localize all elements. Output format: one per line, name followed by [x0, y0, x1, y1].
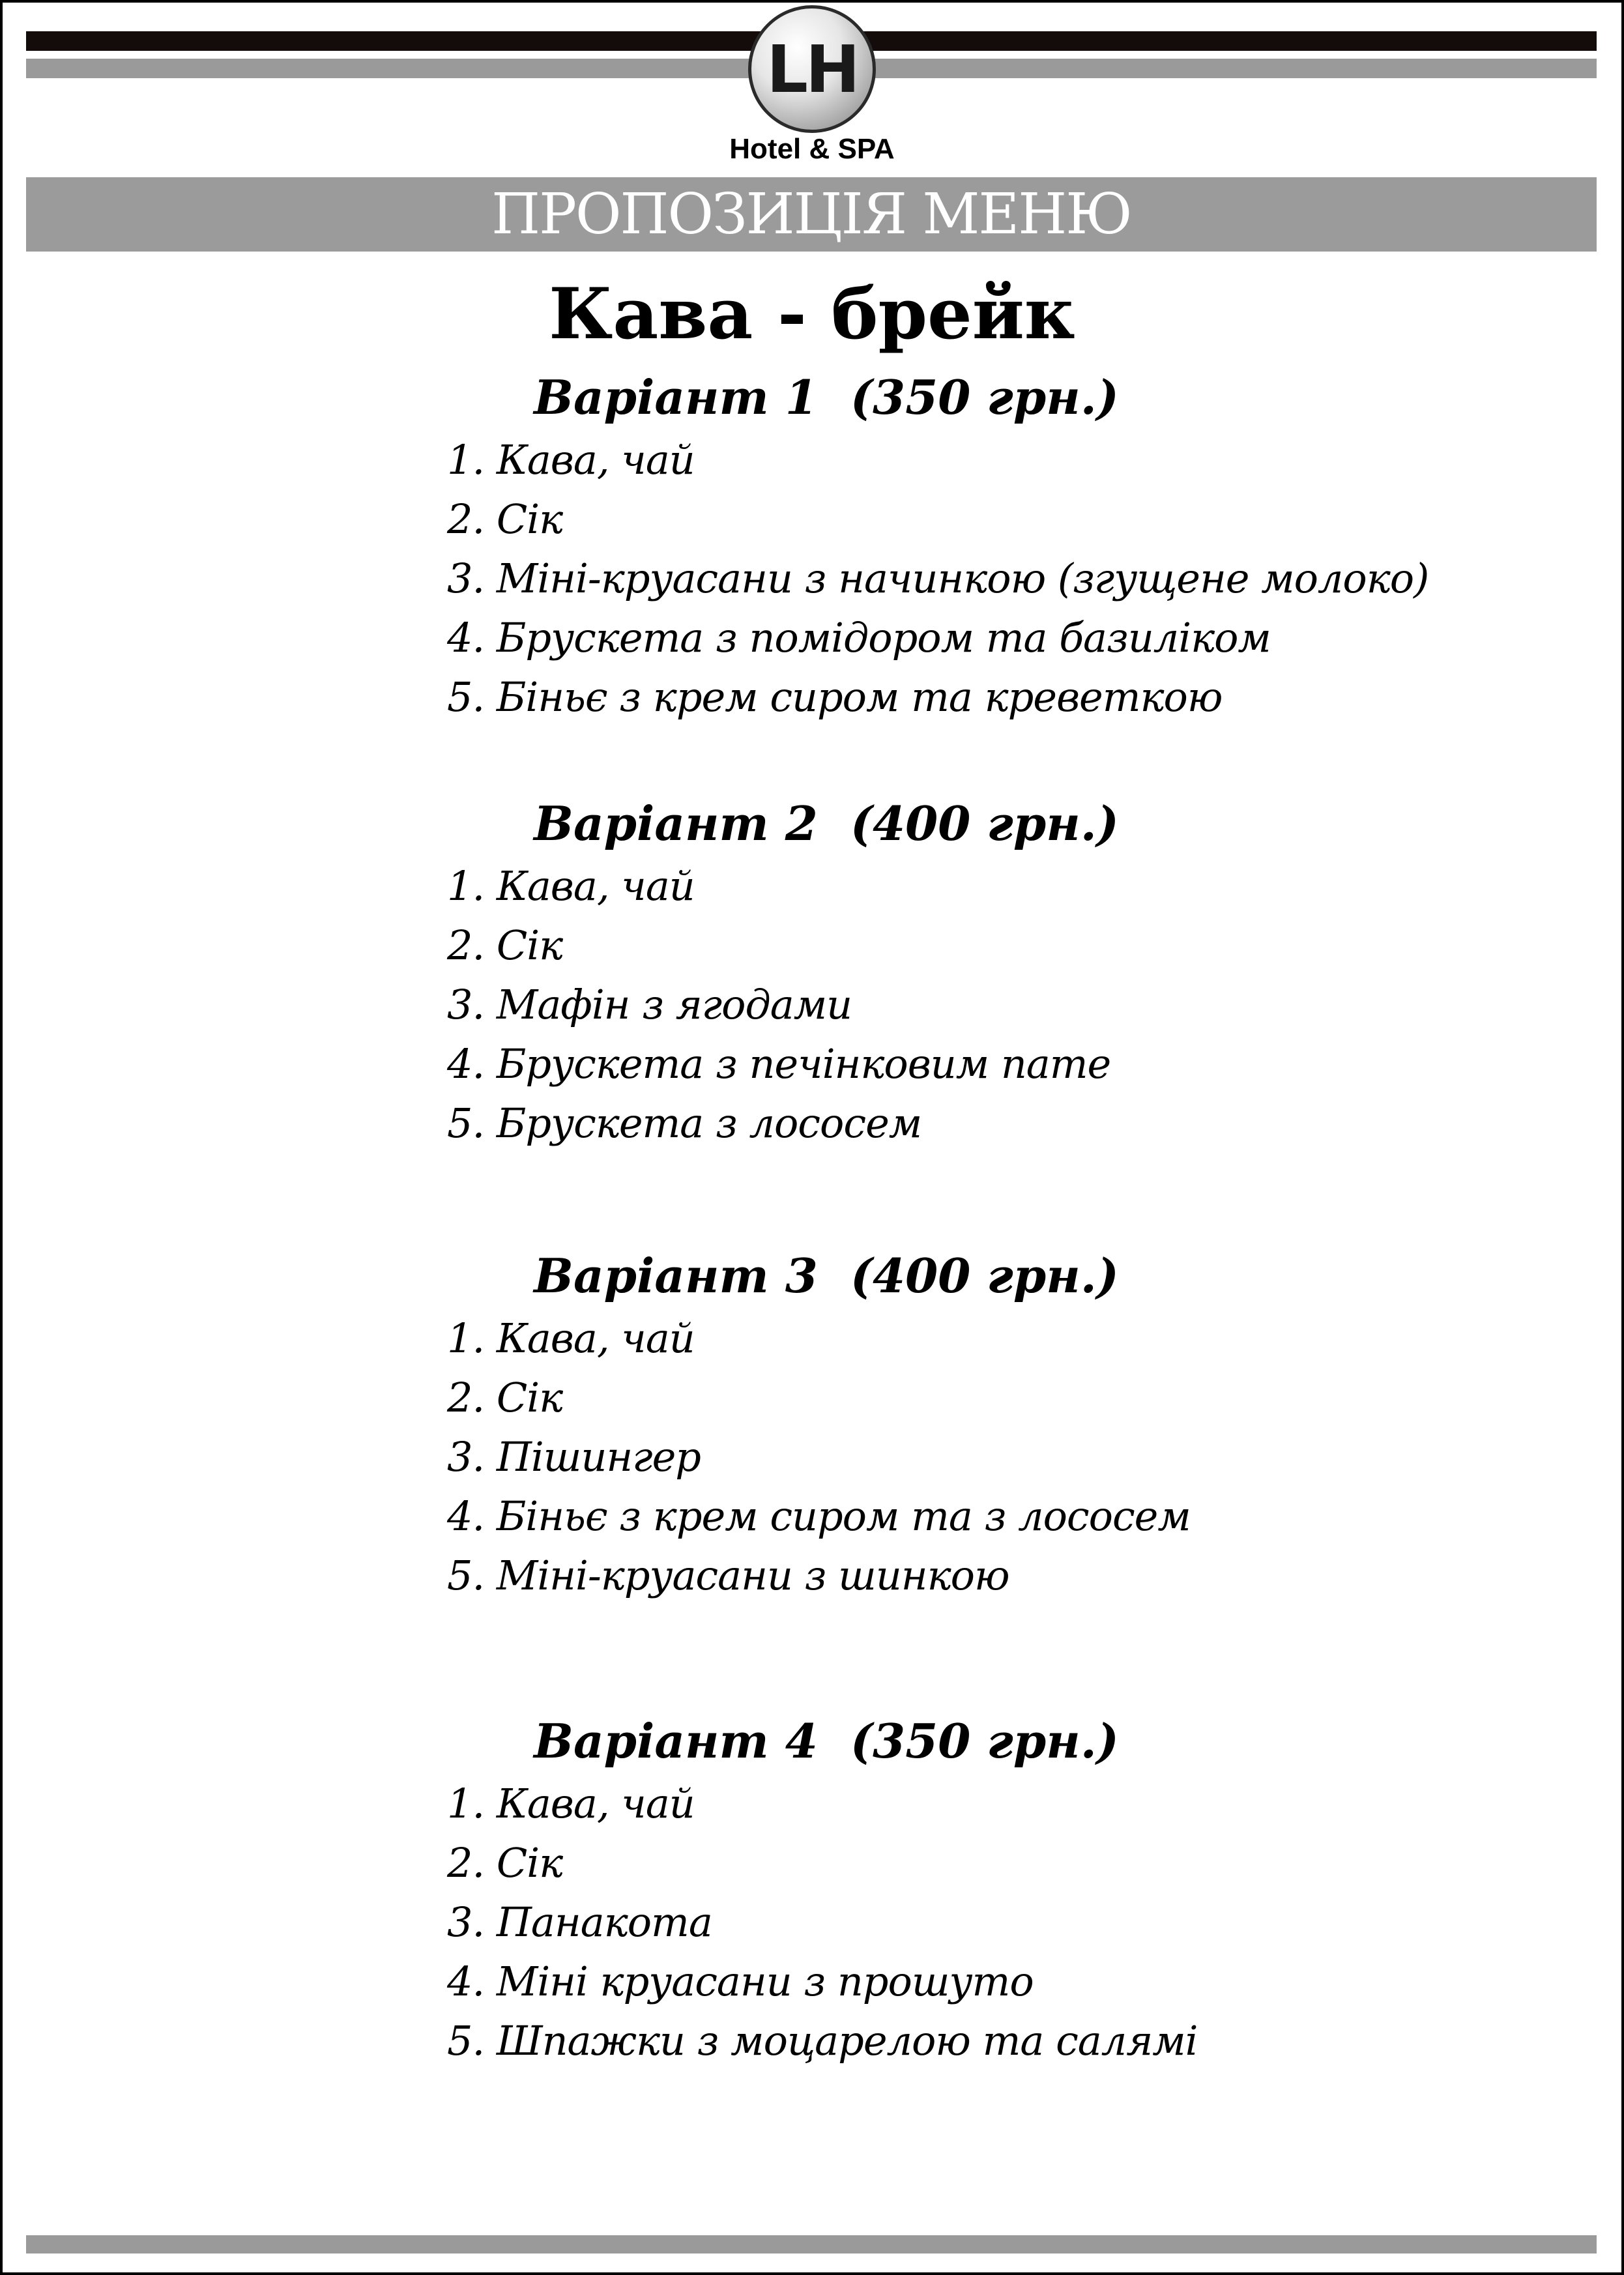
variant-title: Варіант 4 (350 грн.): [534, 1713, 1119, 1769]
menu-item: 1. Кава, чай: [447, 1780, 695, 1827]
menu-item: 1. Кава, чай: [447, 862, 695, 910]
logo-letters: LH: [766, 31, 858, 108]
variant-item-list: [447, 430, 1428, 727]
menu-item: 2. Сік: [447, 495, 563, 543]
variant-title: Варіант 3 (400 грн.): [534, 1248, 1119, 1303]
hotel-logo: [748, 5, 876, 133]
menu-item: 1. Кава, чай: [447, 1314, 695, 1362]
variant-item-list: [447, 856, 1110, 1153]
menu-item: 2. Сік: [447, 1839, 563, 1887]
menu-item: 3. Панакота: [447, 1898, 712, 1946]
menu-item: 5. Брускета з лососем: [447, 1099, 922, 1147]
menu-banner: [26, 177, 1597, 252]
variant-item-list: [447, 1309, 1191, 1605]
menu-item: 5. Міні-круасани з шинкою: [447, 1552, 1009, 1599]
menu-item: 3. Міні-круасани з начинкою (згущене молоко): [447, 555, 1429, 602]
variant-item-list: [447, 1774, 1198, 2070]
menu-item: 5. Біньє з крем сиром та креветкою: [447, 673, 1223, 721]
variant-title: Варіант 1 (350 грн.): [534, 370, 1119, 425]
variant-title: Варіант 2 (400 грн.): [534, 796, 1119, 851]
page-title: Кава - брейк: [549, 273, 1075, 355]
menu-item: 4. Біньє з крем сиром та з лососем: [447, 1492, 1191, 1540]
menu-item: 5. Шпажки з моцарелою та салямі: [447, 2017, 1198, 2065]
menu-item: 3. Пішингер: [447, 1433, 701, 1481]
menu-item: 4. Брускета з печінковим пате: [447, 1040, 1111, 1088]
footer-stripe: [26, 2235, 1597, 2253]
menu-item: 2. Сік: [447, 1374, 563, 1421]
menu-item: 4. Брускета з помідором та базиліком: [447, 614, 1271, 661]
menu-item: 1. Кава, чай: [447, 436, 695, 484]
banner-text: ПРОПОЗИЦІЯ МЕНЮ: [491, 182, 1131, 247]
menu-item: 2. Сік: [447, 921, 563, 969]
logo-caption: Hotel & SPA: [729, 133, 895, 165]
menu-item: 3. Мафін з ягодами: [447, 981, 852, 1028]
menu-item: 4. Міні круасани з прошуто: [447, 1958, 1034, 2005]
